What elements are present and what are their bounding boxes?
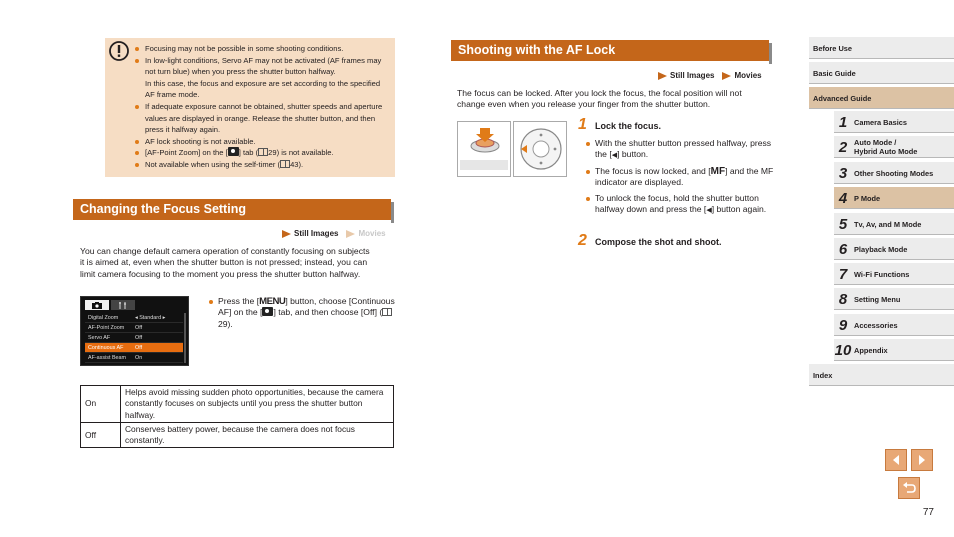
page-ref-icon <box>258 148 268 156</box>
caution-item: In low-light conditions, Servo AF may not be activated (AF frames may not turn blue) when you press the shutter button halfway. In this case, the focus and exposure are set according to the specified AF frame mode. <box>135 55 389 101</box>
camera-tab-icon <box>228 147 239 156</box>
previous-page-button[interactable] <box>885 449 907 471</box>
menu-row-selected: Continuous AF Off <box>85 343 183 353</box>
step-2-number: 2 <box>578 232 587 249</box>
section-title-af-lock: Shooting with the AF Lock <box>451 40 769 61</box>
table-row <box>81 422 394 448</box>
option-key: Off <box>81 422 121 448</box>
continuous-af-options-table <box>80 385 394 448</box>
caution-item: [AF-Point Zoom] on the [ ] tab ( 29) is not available. <box>135 147 389 159</box>
left-arrow-icon: ◀ <box>611 152 618 160</box>
triangle-icon <box>722 72 731 80</box>
page-ref-icon <box>382 308 392 316</box>
nav-chapter-8[interactable]: 8 Setting Menu <box>834 288 954 310</box>
arrow-right-icon <box>916 454 928 466</box>
option-key: On <box>81 386 121 423</box>
caution-item-extra: In this case, the focus and exposure are set according to the specified AF frame mode. <box>145 78 381 100</box>
shutter-press-illustration <box>457 121 511 177</box>
caution-list <box>135 43 389 171</box>
nav-chapter-4[interactable]: 4 P Mode <box>834 187 954 209</box>
menu-button-label: MENU <box>259 296 286 307</box>
camera-tab-icon <box>262 307 273 316</box>
section-title-focus-setting: Changing the Focus Setting <box>73 199 391 220</box>
step-1-title: Lock the focus. <box>595 121 662 131</box>
step-1-bullets <box>585 138 775 216</box>
af-lock-illustration <box>457 121 568 177</box>
return-button[interactable] <box>898 477 920 499</box>
nav-chapter-1[interactable]: 1 Camera Basics <box>834 111 954 133</box>
nav-chapter-9[interactable]: 9 Accessories <box>834 314 954 336</box>
movies-tag: Movies <box>722 71 761 80</box>
nav-chapter-5[interactable]: 5 Tv, Av, and M Mode <box>834 213 954 235</box>
nav-before-use[interactable]: Before Use <box>809 37 954 59</box>
nav-chapter-7[interactable]: 7 Wi-Fi Functions <box>834 263 954 285</box>
still-images-tag: Still Images <box>658 71 714 80</box>
menu-row: Digital Zoom ◂ Standard ▸ <box>85 313 183 323</box>
menu-row: AF-assist Beam On <box>85 353 183 363</box>
nav-chapter-2[interactable]: 2 Auto Mode / Hybrid Auto Mode <box>834 136 954 158</box>
option-desc: Helps avoid missing sudden photo opportunities, because the camera constantly focuses on subjects until you press the shutter button halfway. <box>121 386 394 423</box>
caution-box <box>105 38 395 177</box>
step-bullet: To unlock the focus, hold the shutter button halfway down and press the [◀] button again. <box>585 193 775 217</box>
mode-tags-af-lock <box>658 71 762 80</box>
still-images-tag: Still Images <box>282 229 338 238</box>
option-desc: Conserves battery power, because the camera does not focus constantly. <box>121 422 394 448</box>
af-lock-intro: The focus can be locked. After you lock the focus, the focal position will not change even when you release your finger from the shutter button. <box>457 88 742 110</box>
triangle-icon <box>282 230 291 238</box>
focus-instructions <box>208 296 396 330</box>
camera-tab-icon <box>85 300 109 310</box>
arrow-left-icon <box>890 454 902 466</box>
camera-menu-screenshot <box>80 296 189 366</box>
caution-icon <box>108 40 130 62</box>
menu-row: AF-Point Zoom Off <box>85 323 183 333</box>
step-bullet: The focus is now locked, and [MF] and the MF indicator are displayed. <box>585 166 775 189</box>
nav-advanced-guide[interactable]: Advanced Guide <box>809 87 954 109</box>
nav-chapter-6[interactable]: 6 Playback Mode <box>834 238 954 260</box>
step-bullet: With the shutter button pressed halfway, press the [◀] button. <box>585 138 775 162</box>
focus-intro: You can change default camera operation of constantly focusing on subjects it is aimed at, even when the shutter button is not pressed; instead, you can limit camera focusing to the moment you press the shutter button halfway. <box>80 246 370 279</box>
table-row <box>81 386 394 423</box>
mf-indicator: MF <box>710 165 726 177</box>
control-dial-illustration <box>513 121 567 177</box>
mode-tags-focus <box>282 229 386 238</box>
step-2-title: Compose the shot and shoot. <box>595 237 722 247</box>
nav-basic-guide[interactable]: Basic Guide <box>809 62 954 84</box>
page-ref-icon <box>280 160 290 168</box>
next-page-button[interactable] <box>911 449 933 471</box>
nav-chapter-3[interactable]: 3 Other Shooting Modes <box>834 162 954 184</box>
step-1-number: 1 <box>578 116 587 133</box>
triangle-icon <box>346 230 355 238</box>
return-icon <box>902 482 916 494</box>
caution-item: Not available when using the self-timer ( 43). <box>135 159 389 171</box>
nav-chapter-10[interactable]: 10 Appendix <box>834 339 954 361</box>
setup-tab-icon <box>111 300 135 310</box>
menu-scrollbar <box>184 313 186 363</box>
caution-item: Focusing may not be possible in some shooting conditions. <box>135 43 389 55</box>
instruction-item: Press the [MENU] button, choose [Continuous AF] on the [ ] tab, and then choose [Off] (29). <box>208 296 396 330</box>
left-arrow-icon: ◀ <box>706 207 712 215</box>
menu-rows <box>85 313 183 363</box>
triangle-icon <box>658 72 667 80</box>
caution-item: If adequate exposure cannot be obtained, shutter speeds and aperture values are displayed in orange. Release the shutter button, and then press it halfway again. <box>135 101 389 136</box>
nav-index[interactable]: Index <box>809 364 954 386</box>
movies-tag: Movies <box>346 229 385 238</box>
menu-row: Servo AF Off <box>85 333 183 343</box>
page-number: 77 <box>922 507 934 518</box>
caution-item: AF lock shooting is not available. <box>135 136 389 148</box>
